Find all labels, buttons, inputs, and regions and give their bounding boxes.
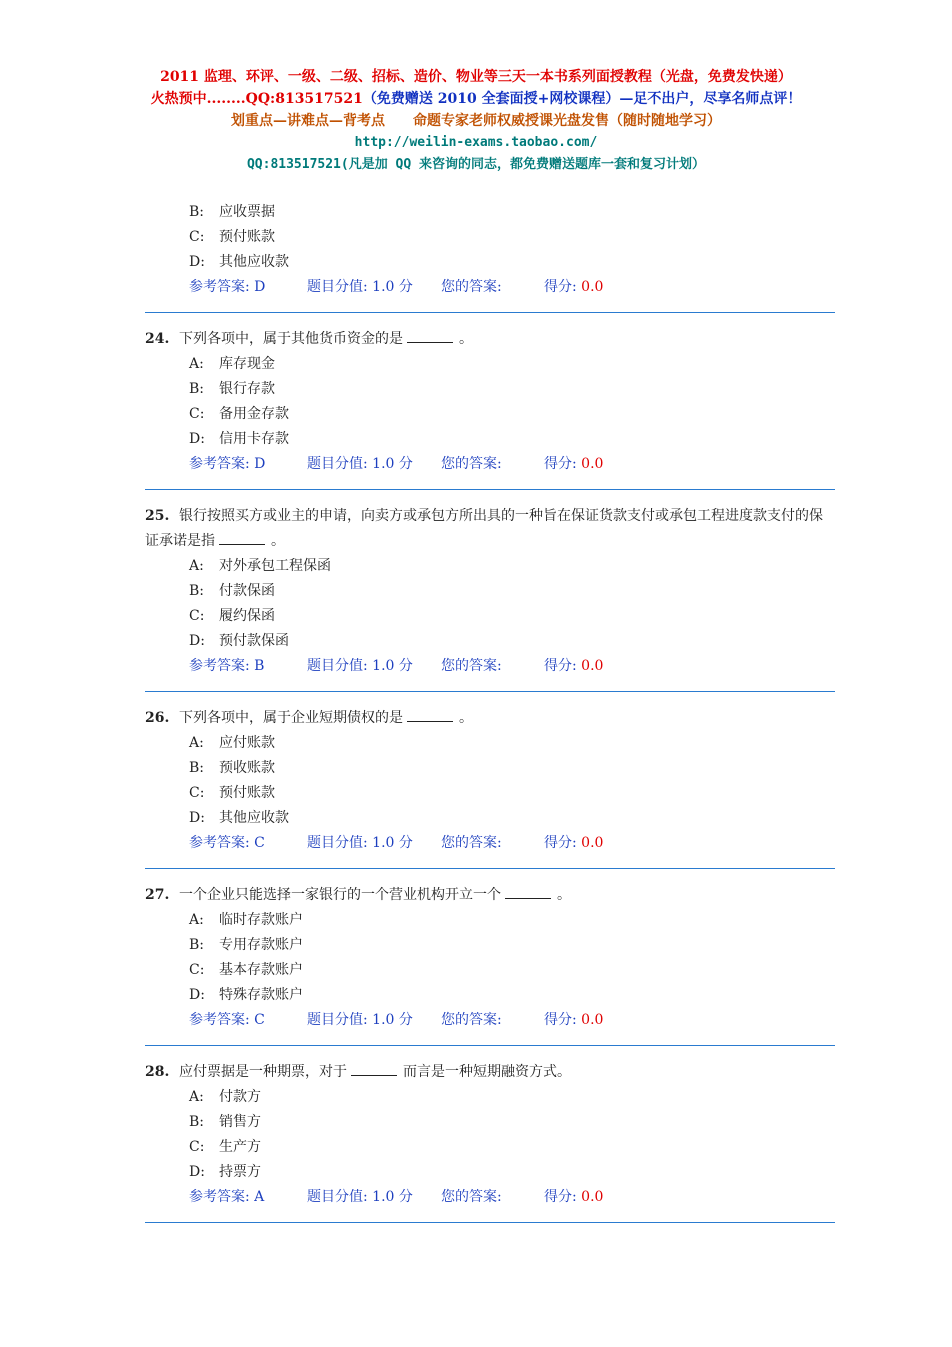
question-block-26 (145, 706, 835, 869)
header-line-5: QQ:813517521(凡是加 QQ 来咨询的同志，都免费赠送题库一套和复习计划） (246, 157, 706, 172)
header-website-link[interactable]: http://weilin-exams.taobao.com/ (354, 135, 598, 150)
divider (145, 489, 835, 490)
option-b: B: 预收账款 (189, 760, 275, 776)
divider (145, 312, 835, 313)
answer-blank (219, 530, 265, 545)
option-c: C: 备用金存款 (189, 406, 289, 422)
answer-row: 参考答案: D 题目分值: 1.0 分 您的答案: 得分: 0.0 (189, 456, 604, 472)
answer-row: 参考答案: C 题目分值: 1.0 分 您的答案: 得分: 0.0 (189, 1012, 604, 1028)
question-stem: 24. 下列各项中，属于其他货币资金的是 。 (145, 327, 835, 352)
answer-row: 参考答案: A 题目分值: 1.0 分 您的答案: 得分: 0.0 (189, 1189, 604, 1205)
option-c: C: 生产方 (189, 1139, 261, 1155)
option-d: D: 预付款保函 (189, 633, 289, 649)
divider (145, 691, 835, 692)
question-stem: 28. 应付票据是一种期票，对于 而言是一种短期融资方式。 (145, 1060, 835, 1085)
divider (145, 1045, 835, 1046)
header-line-2-promo: 火热预中........QQ:813517521 (150, 91, 363, 107)
answer-row: 参考答案: B 题目分值: 1.0 分 您的答案: 得分: 0.0 (189, 658, 604, 674)
option-c: C: 预付账款 (189, 229, 275, 245)
divider (145, 868, 835, 869)
option-c: C: 基本存款账户 (189, 962, 303, 978)
answer-row: 参考答案: D 题目分值: 1.0 分 您的答案: 得分: 0.0 (189, 279, 604, 295)
option-b: B: 销售方 (189, 1114, 261, 1130)
answer-blank (407, 707, 453, 722)
option-d: D: 其他应收款 (189, 254, 289, 270)
option-a: A: 对外承包工程保函 (189, 558, 331, 574)
option-b: B: 银行存款 (189, 381, 275, 397)
question-block-25 (145, 504, 835, 692)
option-a: A: 临时存款账户 (189, 912, 303, 928)
option-d: D: 特殊存款账户 (189, 987, 303, 1003)
option-a: A: 付款方 (189, 1089, 261, 1105)
answer-row: 参考答案: C 题目分值: 1.0 分 您的答案: 得分: 0.0 (189, 835, 604, 851)
option-d: D: 其他应收款 (189, 810, 289, 826)
question-stem: 26. 下列各项中，属于企业短期债权的是 。 (145, 706, 835, 731)
answer-blank (407, 328, 453, 343)
page-header (0, 66, 952, 176)
question-stem: 25. 银行按照买方或业主的申请，向卖方或承包方所出具的一种旨在保证货款支付或承包工程进度款支付的保证承诺是指 。 (145, 508, 823, 549)
option-a: A: 库存现金 (189, 356, 275, 372)
option-b: B: 付款保函 (189, 583, 275, 599)
option-b: B: 专用存款账户 (189, 937, 303, 953)
header-line-2-gift: （免费赠送 2010 全套面授+网校课程）—足不出户，尽享名师点评！ (362, 91, 802, 107)
option-d: D: 信用卡存款 (189, 431, 289, 447)
header-line-2 (0, 88, 952, 110)
option-c: C: 履约保函 (189, 608, 275, 624)
option-a: A: 应付账款 (189, 735, 275, 751)
header-line-3: 划重点—讲难点—背考点 命题专家老师权威授课光盘发售（随时随地学习） (231, 113, 721, 129)
divider (145, 1222, 835, 1223)
option-b: B: 应收票据 (189, 204, 275, 220)
question-block-28 (145, 1060, 835, 1223)
header-line-1: 2011 监理、环评、一级、二级、招标、造价、物业等三天一本书系列面授教程（光盘，免费发快递） (160, 69, 792, 85)
option-d: D: 持票方 (189, 1164, 261, 1180)
answer-blank (505, 884, 551, 899)
option-c: C: 预付账款 (189, 785, 275, 801)
question-block-24 (145, 327, 835, 490)
question-block-partial (145, 200, 835, 313)
answer-blank (351, 1061, 397, 1076)
question-stem: 27. 一个企业只能选择一家银行的一个营业机构开立一个 。 (145, 883, 835, 908)
question-list (145, 200, 835, 1237)
question-block-27 (145, 883, 835, 1046)
